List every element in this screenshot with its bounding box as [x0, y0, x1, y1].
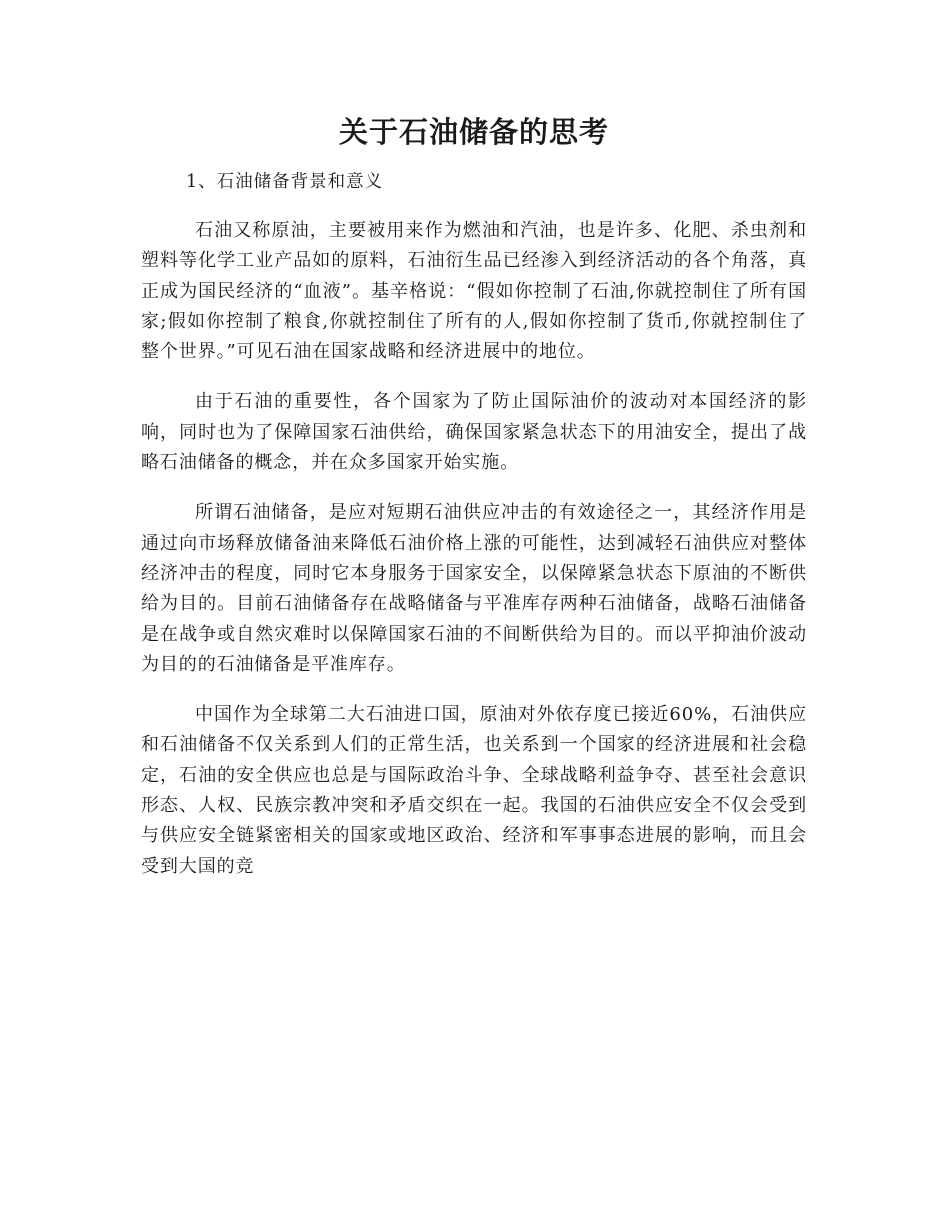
- section-heading: 1、石油储备背景和意义: [186, 172, 384, 192]
- document-title: 关于石油储备的思考: [338, 115, 609, 149]
- document-body: [141, 112, 807, 882]
- paragraph-oil-definition: 石油又称原油，主要被用来作为燃油和汽油，也是许多、化肥、杀虫剂和塑料等化学工业产品如的原料，石油衍生品已经渗入到经济活动的各个角落，真正成为国民经济的“血液”。基辛格说：“假如你控制了石油,你就控制住了所有国家;假如你控制了粮食,你就控制住了所有的人,假如你控制了货币,你就控制住了整个世界。”可见石油在国家战略和经济进展中的地位。: [141, 220, 807, 363]
- paragraph-strategic-reserve-concept: 由于石油的重要性，各个国家为了防止国际油价的波动对本国经济的影响，同时也为了保障国家石油供给，确保国家紧急状态下的用油安全，提出了战略石油储备的概念，并在众多国家开始实施。: [141, 391, 807, 474]
- paragraph-reserve-definition: 所谓石油储备，是应对短期石油供应冲击的有效途径之一，其经济作用是通过向市场释放储备油来降低石油价格上涨的可能性，达到减轻石油供应对整体经济冲击的程度，同时它本身服务于国家安全，以保障紧急状态下原油的不断供给为目的。目前石油储备存在战略储备与平准库存两种石油储备，战略石油储备是在战争或自然灾难时以保障国家石油的不间断供给为目的。而以平抑油价波动为目的的石油储备是平准库存。: [141, 502, 807, 675]
- paragraph-china-situation: 中国作为全球第二大石油进口国，原油对外依存度已接近60%，石油供应和石油储备不仅关系到人们的正常生活，也关系到一个国家的经济进展和社会稳定，石油的安全供应也总是与国际政治斗争、全球战略利益争夺、甚至社会意识形态、人权、民族宗教冲突和矛盾交织在一起。我国的石油供应安全不仅会受到与供应安全链紧密相关的国家或地区政治、经济和军事事态进展的影响，而且会受到大国的竞: [141, 704, 807, 877]
